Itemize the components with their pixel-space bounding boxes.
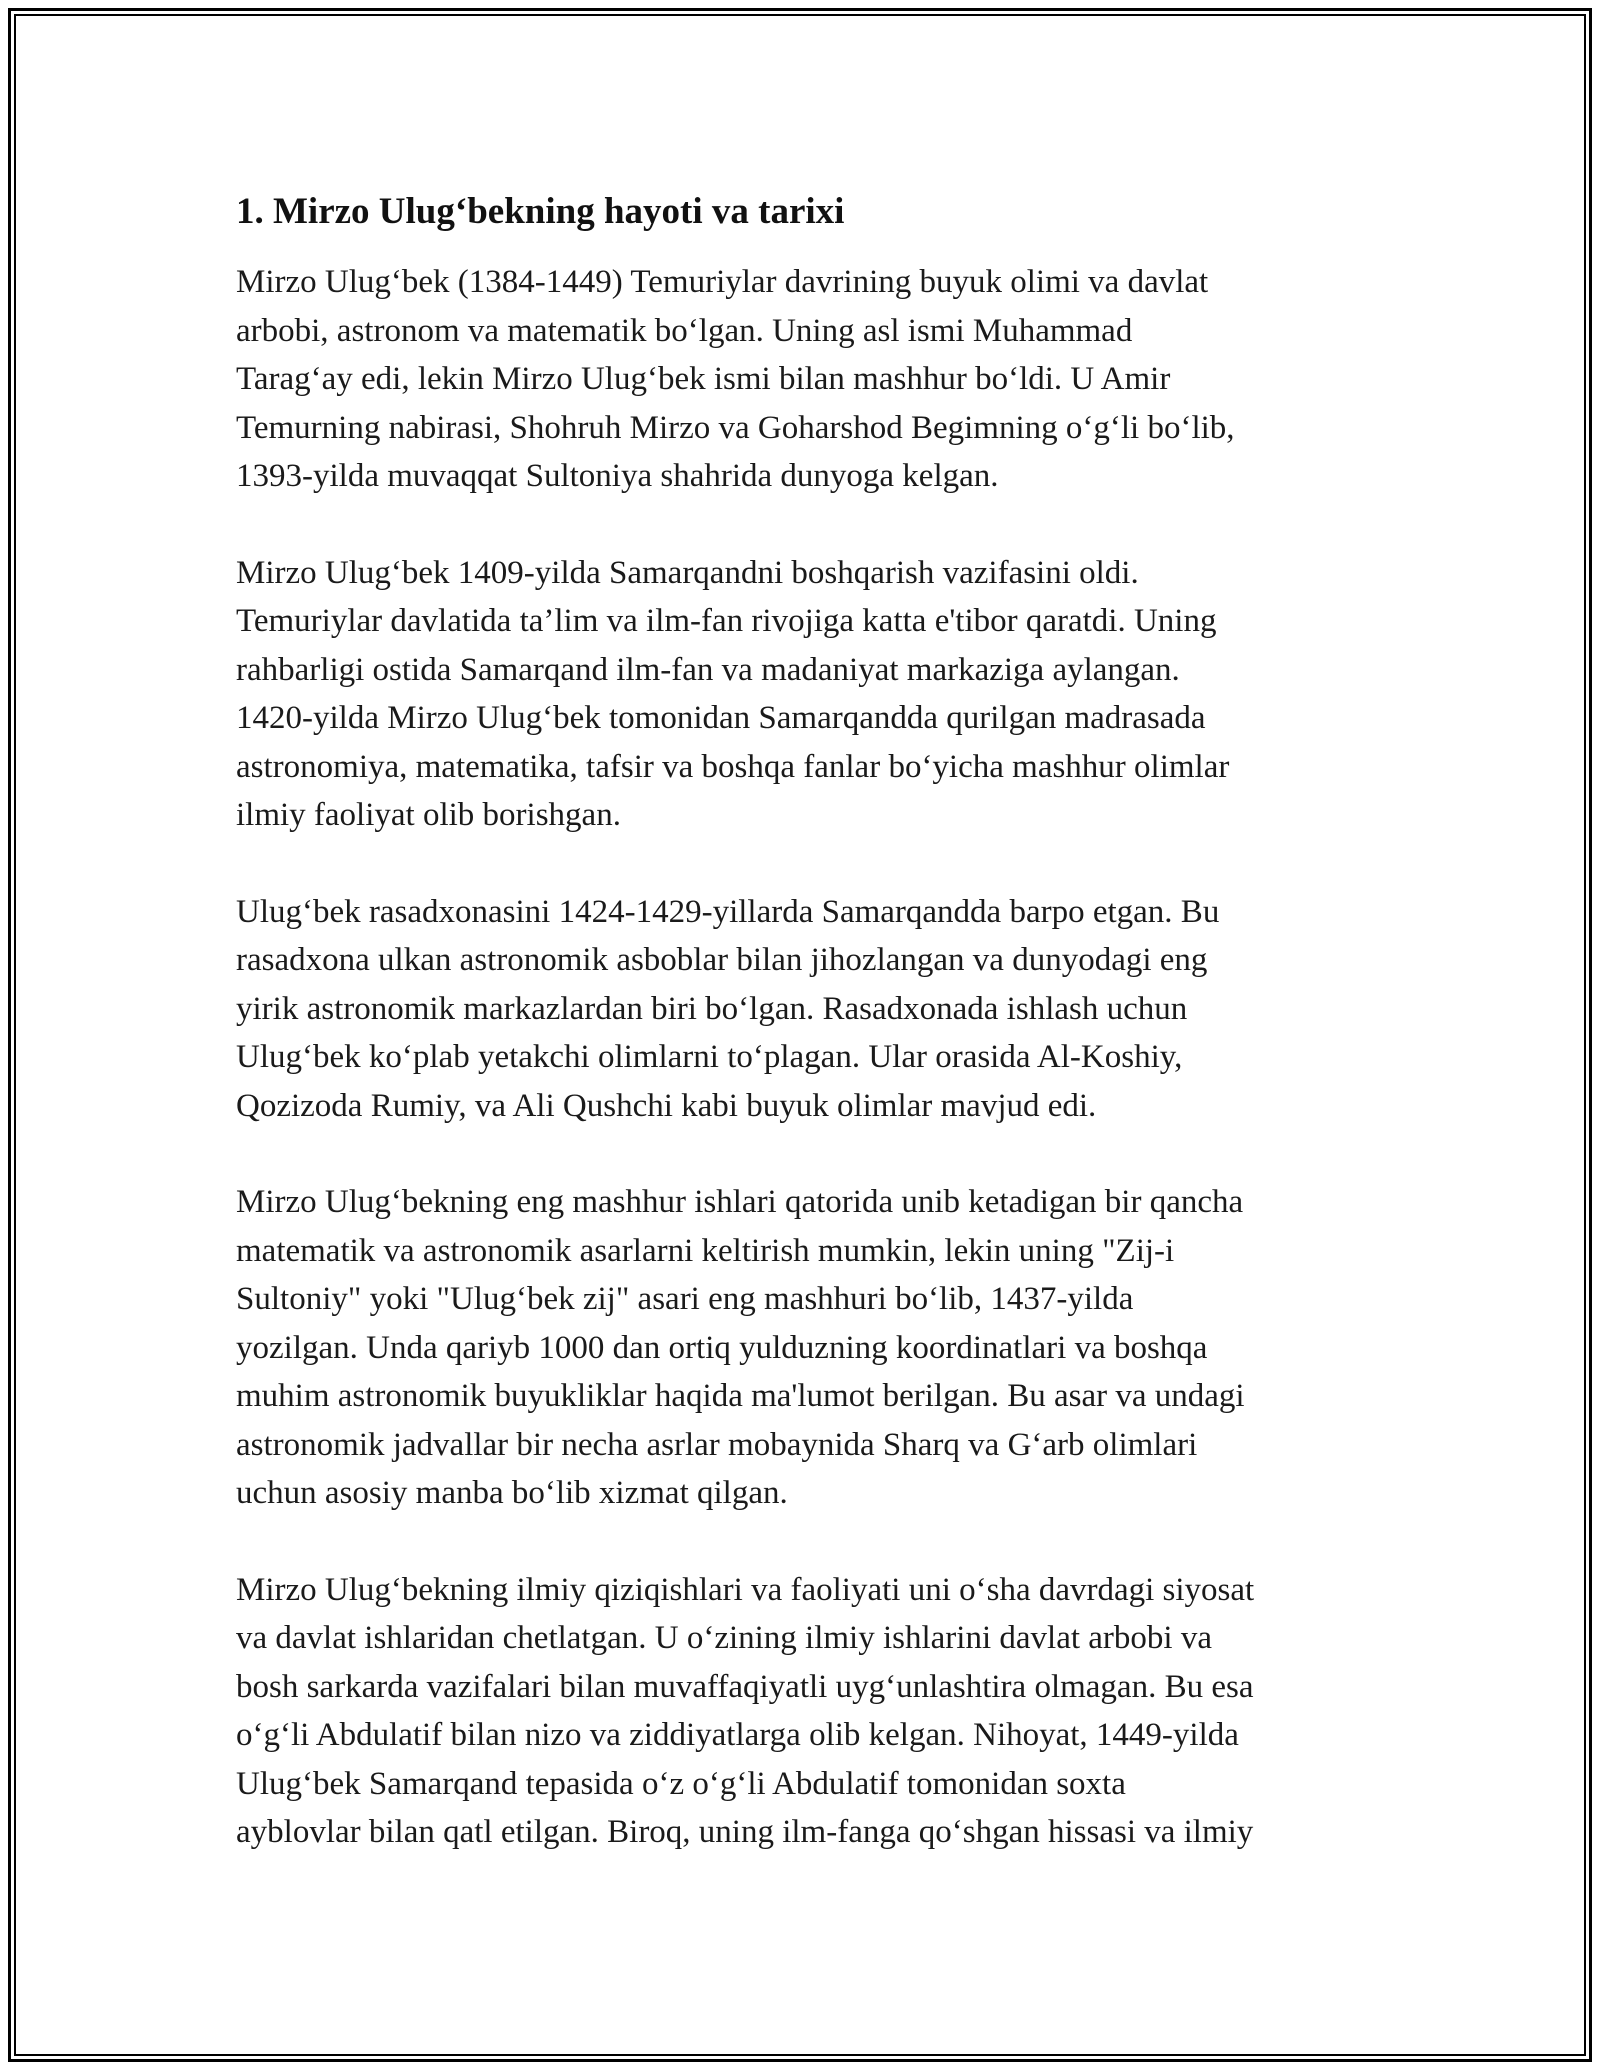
text-line: Mirzo Ulug‘bek 1409-yilda Samarqandni boshqarish vazifasini oldi. [236,554,1139,591]
text-line: Temurning nabirasi, Shohruh Mirzo va Goharshod Begimning o‘g‘li bo‘lib, [236,409,1235,446]
text-line: astronomiya, matematika, tafsir va boshqa fanlar bo‘yicha mashhur olimlar [236,748,1230,785]
text-line: 1393-yilda muvaqqat Sultoniya shahrida dunyoga kelgan. [236,458,999,494]
text-line: Mirzo Ulug‘bek (1384-1449) Temuriylar davrining buyuk olimi va davlat [236,264,1209,300]
document-body [236,188,1386,1905]
text-line: Tarag‘ay edi, lekin Mirzo Ulug‘bek ismi bilan mashhur bo‘ldi. U Amir [236,361,1171,397]
paragraph-observatory [236,888,1386,1131]
text-line: yirik astronomik markazlardan biri bo‘lgan. Rasadxonada ishlash uchun [236,990,1188,1027]
text-line: uchun asosiy manba bo‘lib xizmat qilgan. [236,1475,788,1511]
text-line: Sultoniy" yoki "Ulug‘bek zij" asari eng mashhuri bo‘lib, 1437-yilda [236,1281,1134,1317]
text-line: astronomik jadvallar bir necha asrlar mobaynida Sharq va G‘arb olimlari [236,1426,1198,1463]
text-line: Mirzo Ulug‘bekning eng mashhur ishlari qatorida unib ketadigan bir qancha [236,1184,1244,1220]
text-line: Temuriylar davlatida ta’lim va ilm-fan rivojiga katta e'tibor qaratdi. Uning [236,603,1217,639]
text-line: Ulug‘bek ko‘plab yetakchi olimlarni to‘plagan. Ular orasida Al-Koshiy, [236,1039,1183,1075]
text-line: yozilgan. Unda qariyb 1000 dan ortiq yulduzning koordinatlari va boshqa [236,1329,1208,1366]
text-line: arbobi, astronom va matematik bo‘lgan. Uning asl ismi Muhammad [236,312,1133,349]
paragraph-works [236,1178,1386,1518]
text-line: bosh sarkarda vazifalari bilan muvaffaqiyatli uyg‘unlashtira olmagan. Bu esa [236,1668,1254,1705]
text-line: Mirzo Ulug‘bekning ilmiy qiziqishlari va faoliyati uni o‘sha davrdagi siyosat [236,1571,1255,1608]
text-line: ayblovlar bilan qatl etilgan. Biroq, uning ilm-fanga qo‘shgan hissasi va ilmiy [236,1814,1254,1850]
text-line: Qozizoda Rumiy, va Ali Qushchi kabi buyuk olimlar mavjud edi. [236,1087,1097,1124]
text-line: matematik va astronomik asarlarni keltirish mumkin, lekin uning "Zij-i [236,1232,1175,1269]
text-line: rahbarligi ostida Samarqand ilm-fan va madaniyat markaziga aylangan. [236,651,1180,688]
text-line: ilmiy faoliyat olib borishgan. [236,797,621,833]
text-line: Ulug‘bek rasadxonasini 1424-1429-yillarda Samarqandda barpo etgan. Bu [236,893,1220,930]
paragraph-later-life [236,1566,1386,1857]
text-line: muhim astronomik buyukliklar haqida ma'lumot berilgan. Bu asar va undagi [236,1378,1245,1414]
section-heading: 1. Mirzo Ulug‘bekning hayoti va tarixi [236,191,845,232]
text-line: Ulug‘bek Samarqand tepasida o‘z o‘g‘li Abdulatif tomonidan soxta [236,1765,1126,1802]
text-line: va davlat ishlaridan chetlatgan. U o‘zining ilmiy ishlarini davlat arbobi va [236,1620,1212,1656]
text-line: 1420-yilda Mirzo Ulug‘bek tomonidan Samarqandda qurilgan madrasada [236,700,1206,736]
text-line: rasadxona ulkan astronomik asboblar bilan jihozlangan va dunyodagi eng [236,942,1208,978]
paragraph-samarkand-rule [236,549,1386,840]
paragraph-early-life [236,258,1386,501]
text-line: o‘g‘li Abdulatif bilan nizo va ziddiyatlarga olib kelgan. Nihoyat, 1449-yilda [236,1717,1239,1753]
